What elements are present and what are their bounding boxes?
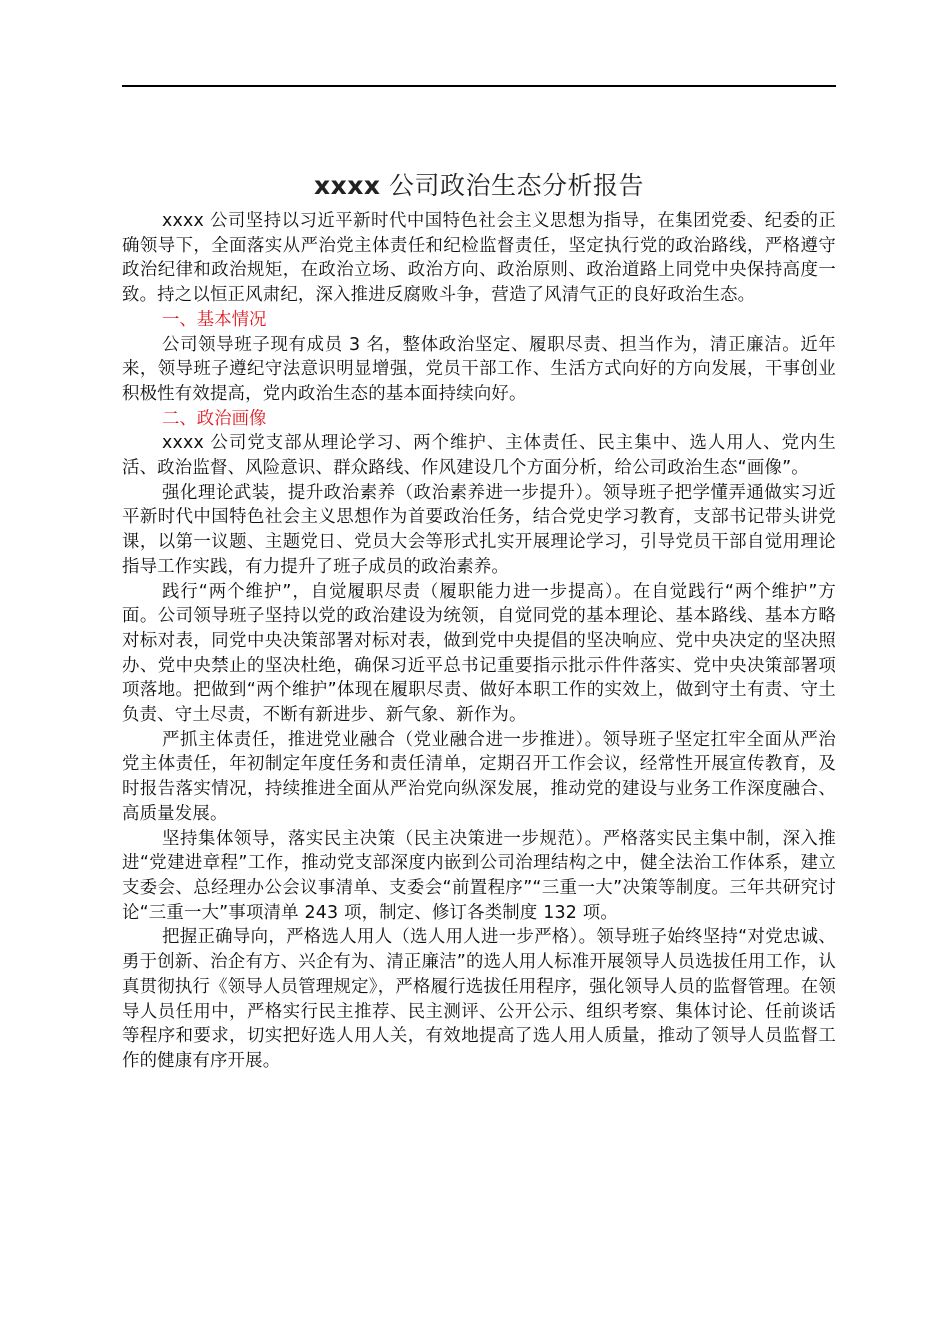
political-portrait-intro-paragraph: xxxx 公司党支部从理论学习、两个维护、主体责任、民主集中、选人用人、党内生活、政治监督、风险意识、群众路线、作风建设几个方面分析，给公司政治生态“画像”。 [122,433,836,479]
main-responsibility-paragraph: 严抓主体责任，推进党业融合（党业融合进一步推进）。领导班子坚定扛牢全面从严治党主体责任，年初制定年度任务和责任清单，定期召开工作会议，经常性开展宣传教育，及时报告落实情况，持续推进全面从严治党向纵深发展，推动党的建设与业务工作深度融合、高质量发展。 [122,729,836,824]
democratic-decision-paragraph: 坚持集体领导，落实民主决策（民主决策进一步规范）。严格落实民主集中制，深入推进“党建进章程”工作，推动党支部深度内嵌到公司治理结构之中，健全法治工作体系，建立支委会、总经理办公会议事清单、支委会“前置程序”“三重一大”决策等制度。三年共研究讨论“三重一大”事项清单 243 项，制定、修订各类制度 132 项。 [122,828,836,923]
basic-situation-paragraph: 公司领导班子现有成员 3 名，整体政治坚定、履职尽责、担当作为，清正廉洁。近年来，领导班子遵纪守法意识明显增强，党员干部工作、生活方式向好的方向发展，干事创业积极性有效提高，党内政治生态的基本面持续向好。 [122,334,836,404]
theory-study-paragraph: 强化理论武装，提升政治素养（政治素养进一步提升）。领导班子把学懂弄通做实习近平新时代中国特色社会主义思想作为首要政治任务，结合党史学习教育，支部书记带头讲党课，以第一议题、主题党日、党员大会等形式扎实开展理论学习，引导党员干部自觉用理论指导工作实践，有力提升了班子成员的政治素养。 [122,482,836,577]
title-company-name: xxxx [314,170,381,200]
header-rule [122,85,836,87]
section-heading-basic-situation: 一、基本情况 [162,309,267,330]
title-text: 公司政治生态分析报告 [380,170,644,200]
section-heading-political-portrait: 二、政治画像 [162,408,267,429]
two-maintenance-paragraph: 践行“两个维护”，自觉履职尽责（履职能力进一步提高）。在自觉践行“两个维护”方面。公司领导班子坚持以党的政治建设为统领，自觉同党的基本理论、基本路线、基本方略对标对表，同党中央决策部署对标对表，做到党中央提倡的坚决响应、党中央决定的坚决照办、党中央禁止的坚决杜绝，确保习近平总书记重要指示批示件件落实、党中央决策部署项项落地。把做到“两个维护”体现在履职尽责、做好本职工作的实效上，做到守土有责、守土负责、守土尽责，不断有新进步、新气象、新作为。 [122,581,836,726]
document-title [122,167,836,205]
personnel-selection-paragraph: 把握正确导向，严格选人用人（选人用人进一步严格）。领导班子始终坚持“对党忠诚、勇于创新、治企有方、兴企有为、清正廉洁”的选人用人标准开展领导人员选拔任用工作，认真贯彻执行《领导人员管理规定》，严格履行选拔任用程序，强化领导人员的监督管理。在领导人员任用中，严格实行民主推荐、民主测评、公开公示、组织考察、集体讨论、任前谈话等程序和要求，切实把好选人用人关，有效地提高了选人用人质量，推动了领导人员监督工作的健康有序开展。 [122,927,836,1071]
document-body [122,209,836,1074]
intro-paragraph: xxxx 公司坚持以习近平新时代中国特色社会主义思想为指导，在集团党委、纪委的正确领导下，全面落实从严治党主体责任和纪检监督责任，坚定执行党的政治路线，严格遵守政治纪律和政治规矩，在政治立场、政治方向、政治原则、政治道路上同党中央保持高度一致。持之以恒正风肃纪，深入推进反腐败斗争，营造了风清气正的良好政治生态。 [122,211,836,306]
